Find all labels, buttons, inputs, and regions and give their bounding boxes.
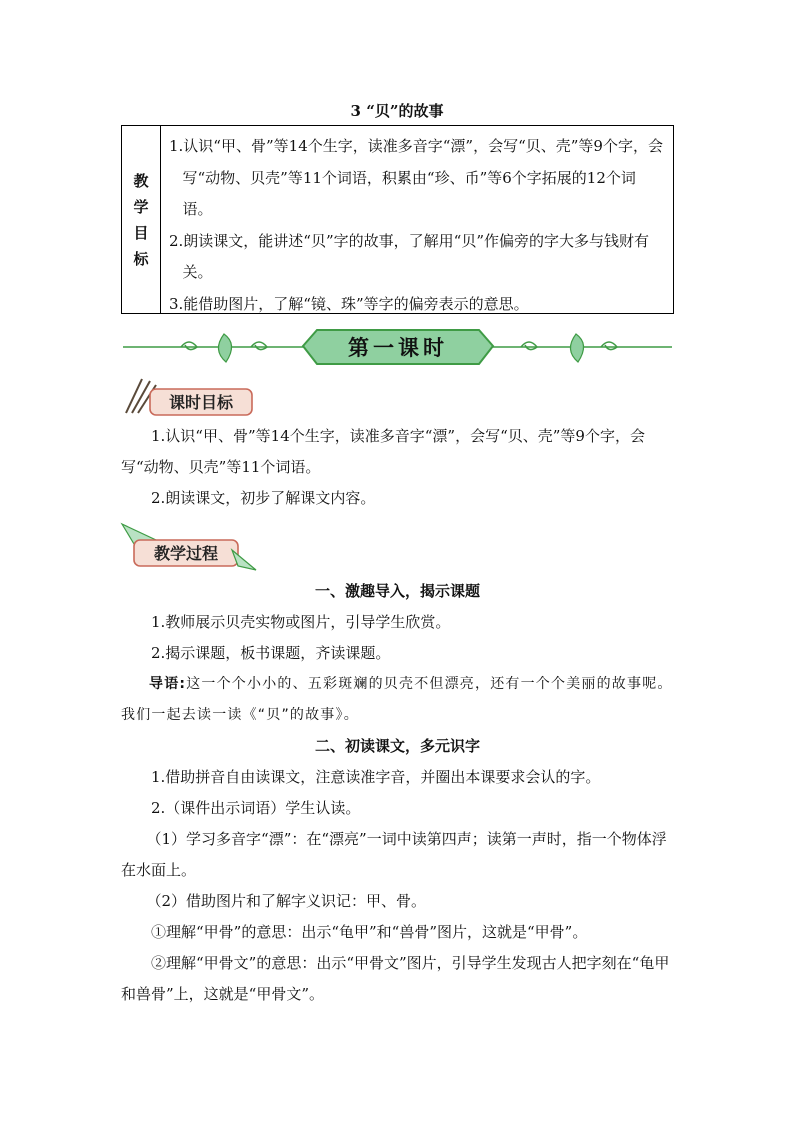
teaching-goals-table (121, 125, 674, 314)
section-1-item: 1.教师展示贝壳实物或图片，引导学生欣赏。 (151, 613, 451, 631)
goal-item: 2.朗读课文，能讲述“贝”字的故事，了解用“贝”作偏旁的字大多与钱财有关。 (169, 231, 649, 281)
section-2-item: ②理解“甲骨文”的意思：出示“甲骨文”图片，引导学生发现古人把字刻在“龟甲和兽骨”上，这就是“甲骨文”。 (121, 954, 670, 1003)
goals-label-char: 学 (133, 197, 149, 216)
lesson-goals-tag (120, 375, 260, 417)
section-2-item: ①理解“甲骨”的意思：出示“龟甲”和“兽骨”图片，这就是“甲骨”。 (151, 923, 588, 941)
goals-list (161, 126, 673, 313)
teaching-process-tag (120, 520, 260, 572)
section-1-heading: 一、激趣导入，揭示课题 (314, 582, 480, 600)
goals-label-char: 目 (133, 223, 149, 242)
paper-plane-icon (232, 550, 256, 570)
leaf-icon (570, 334, 583, 362)
guide-paragraph (121, 669, 674, 731)
lesson-goal-2: 2.朗读课文，初步了解课文内容。 (151, 489, 376, 507)
section-1-item: 2.揭示课题，板书课题，齐读课题。 (151, 644, 391, 662)
section-2-item: 2.（课件出示词语）学生认读。 (151, 799, 361, 817)
goal-item: 1.认识“甲、骨”等14个生字，读准多音字“漂”，会写“贝、壳”等9个字，会写“动物、贝壳”等11个词语，积累由“珍、币”等6个字拓展的12个词语。 (169, 137, 663, 218)
guide-text: 这一个个小小的、五彩斑斓的贝壳不但漂亮，还有一个个美丽的故事呢。我们一起去读一读《“贝”的故事》。 (121, 676, 673, 723)
left-vine-ornament (123, 342, 311, 350)
goal-item: 3.能借助图片，了解“镜、珠”等字的偏旁表示的意思。 (169, 294, 529, 313)
section-2-item: （1）学习多音字“漂”：在“漂亮”一词中读第四声；读第一声时，指一个物体浮在水面上。 (121, 830, 667, 879)
section-2-heading: 二、初读课文，多元识字 (314, 737, 480, 755)
section-2-item: 1.借助拼音自由读课文，注意读准字音，并圈出本课要求会认的字。 (151, 768, 601, 786)
lesson-goal-1: 1.认识“甲、骨”等14个生字，读准多音字“漂”，会写“贝、壳”等9个字，会写“动物、贝壳”等11个词语。 (121, 427, 645, 476)
leaf-icon (218, 334, 231, 362)
page-title: 3 “贝”的故事 (350, 102, 444, 120)
lesson-period-banner (121, 322, 674, 370)
goals-label-char: 标 (133, 249, 149, 268)
teaching-process-tag-text: 教学过程 (153, 544, 219, 563)
banner-title: 第一课时 (348, 336, 448, 360)
guide-label: 导语: (149, 676, 187, 692)
goals-label (122, 126, 161, 313)
goals-label-char: 教 (133, 171, 149, 190)
lesson-goals-tag-text: 课时目标 (168, 393, 234, 412)
section-2-item: （2）借助图片和了解字义识记：甲、骨。 (146, 892, 427, 910)
